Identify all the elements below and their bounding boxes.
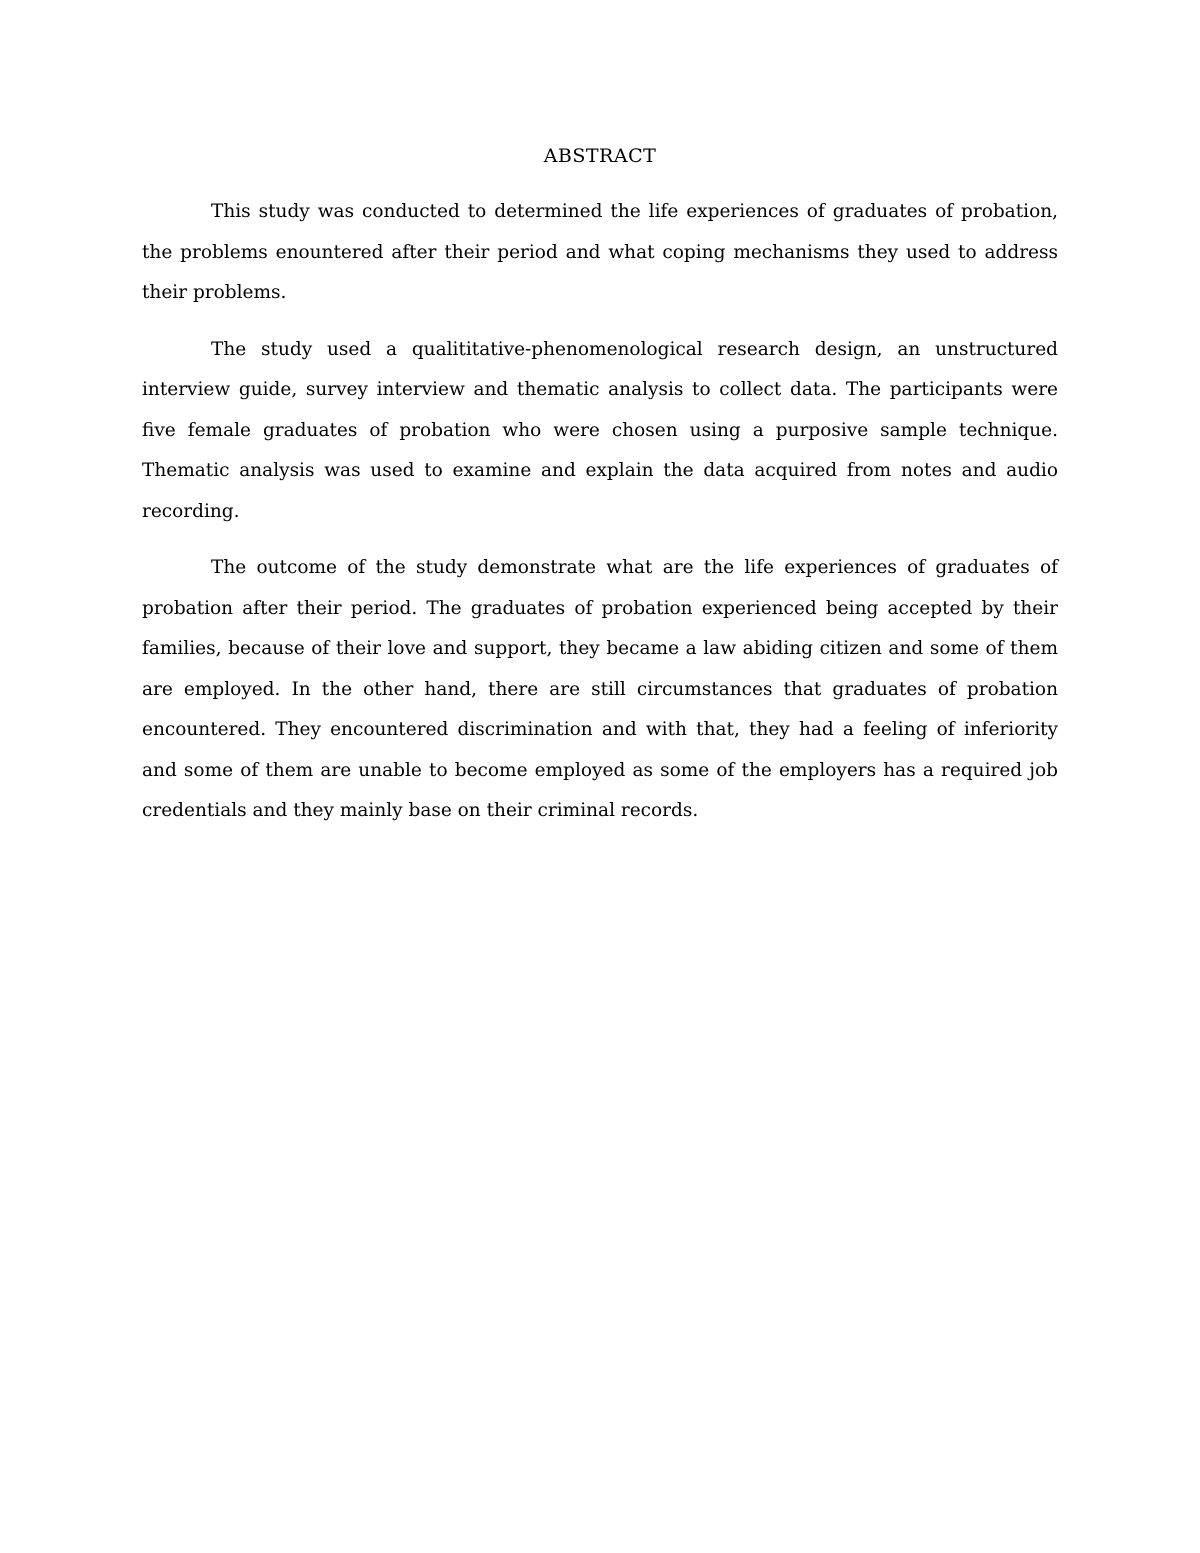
abstract-heading: ABSTRACT <box>543 145 657 167</box>
abstract-paragraph-1: This study was conducted to determined the life experiences of graduates of probation, the problems enountered after their period and what coping mechanisms they used to address their problems. <box>142 201 1058 303</box>
abstract-paragraph-3: The outcome of the study demonstrate what are the life experiences of graduates of probation after their period. The graduates of probation experienced being accepted by their families, because of their love and support, they became a law abiding citizen and some of them are employed. In the other hand, there are still circumstances that graduates of probation encountered. They encountered discrimination and with that, they had a feeling of inferiority and some of them are unable to become employed as some of the employers has a required job credentials and they mainly base on their criminal records. <box>142 557 1058 821</box>
abstract-paragraph-2: The study used a qualititative-phenomenological research design, an unstructured interview guide, survey interview and thematic analysis to collect data. The participants were five female graduates of probation who were chosen using a purposive sample technique. Thematic analysis was used to examine and explain the data acquired from notes and audio recording. <box>142 338 1058 522</box>
abstract-body <box>142 192 1058 848</box>
